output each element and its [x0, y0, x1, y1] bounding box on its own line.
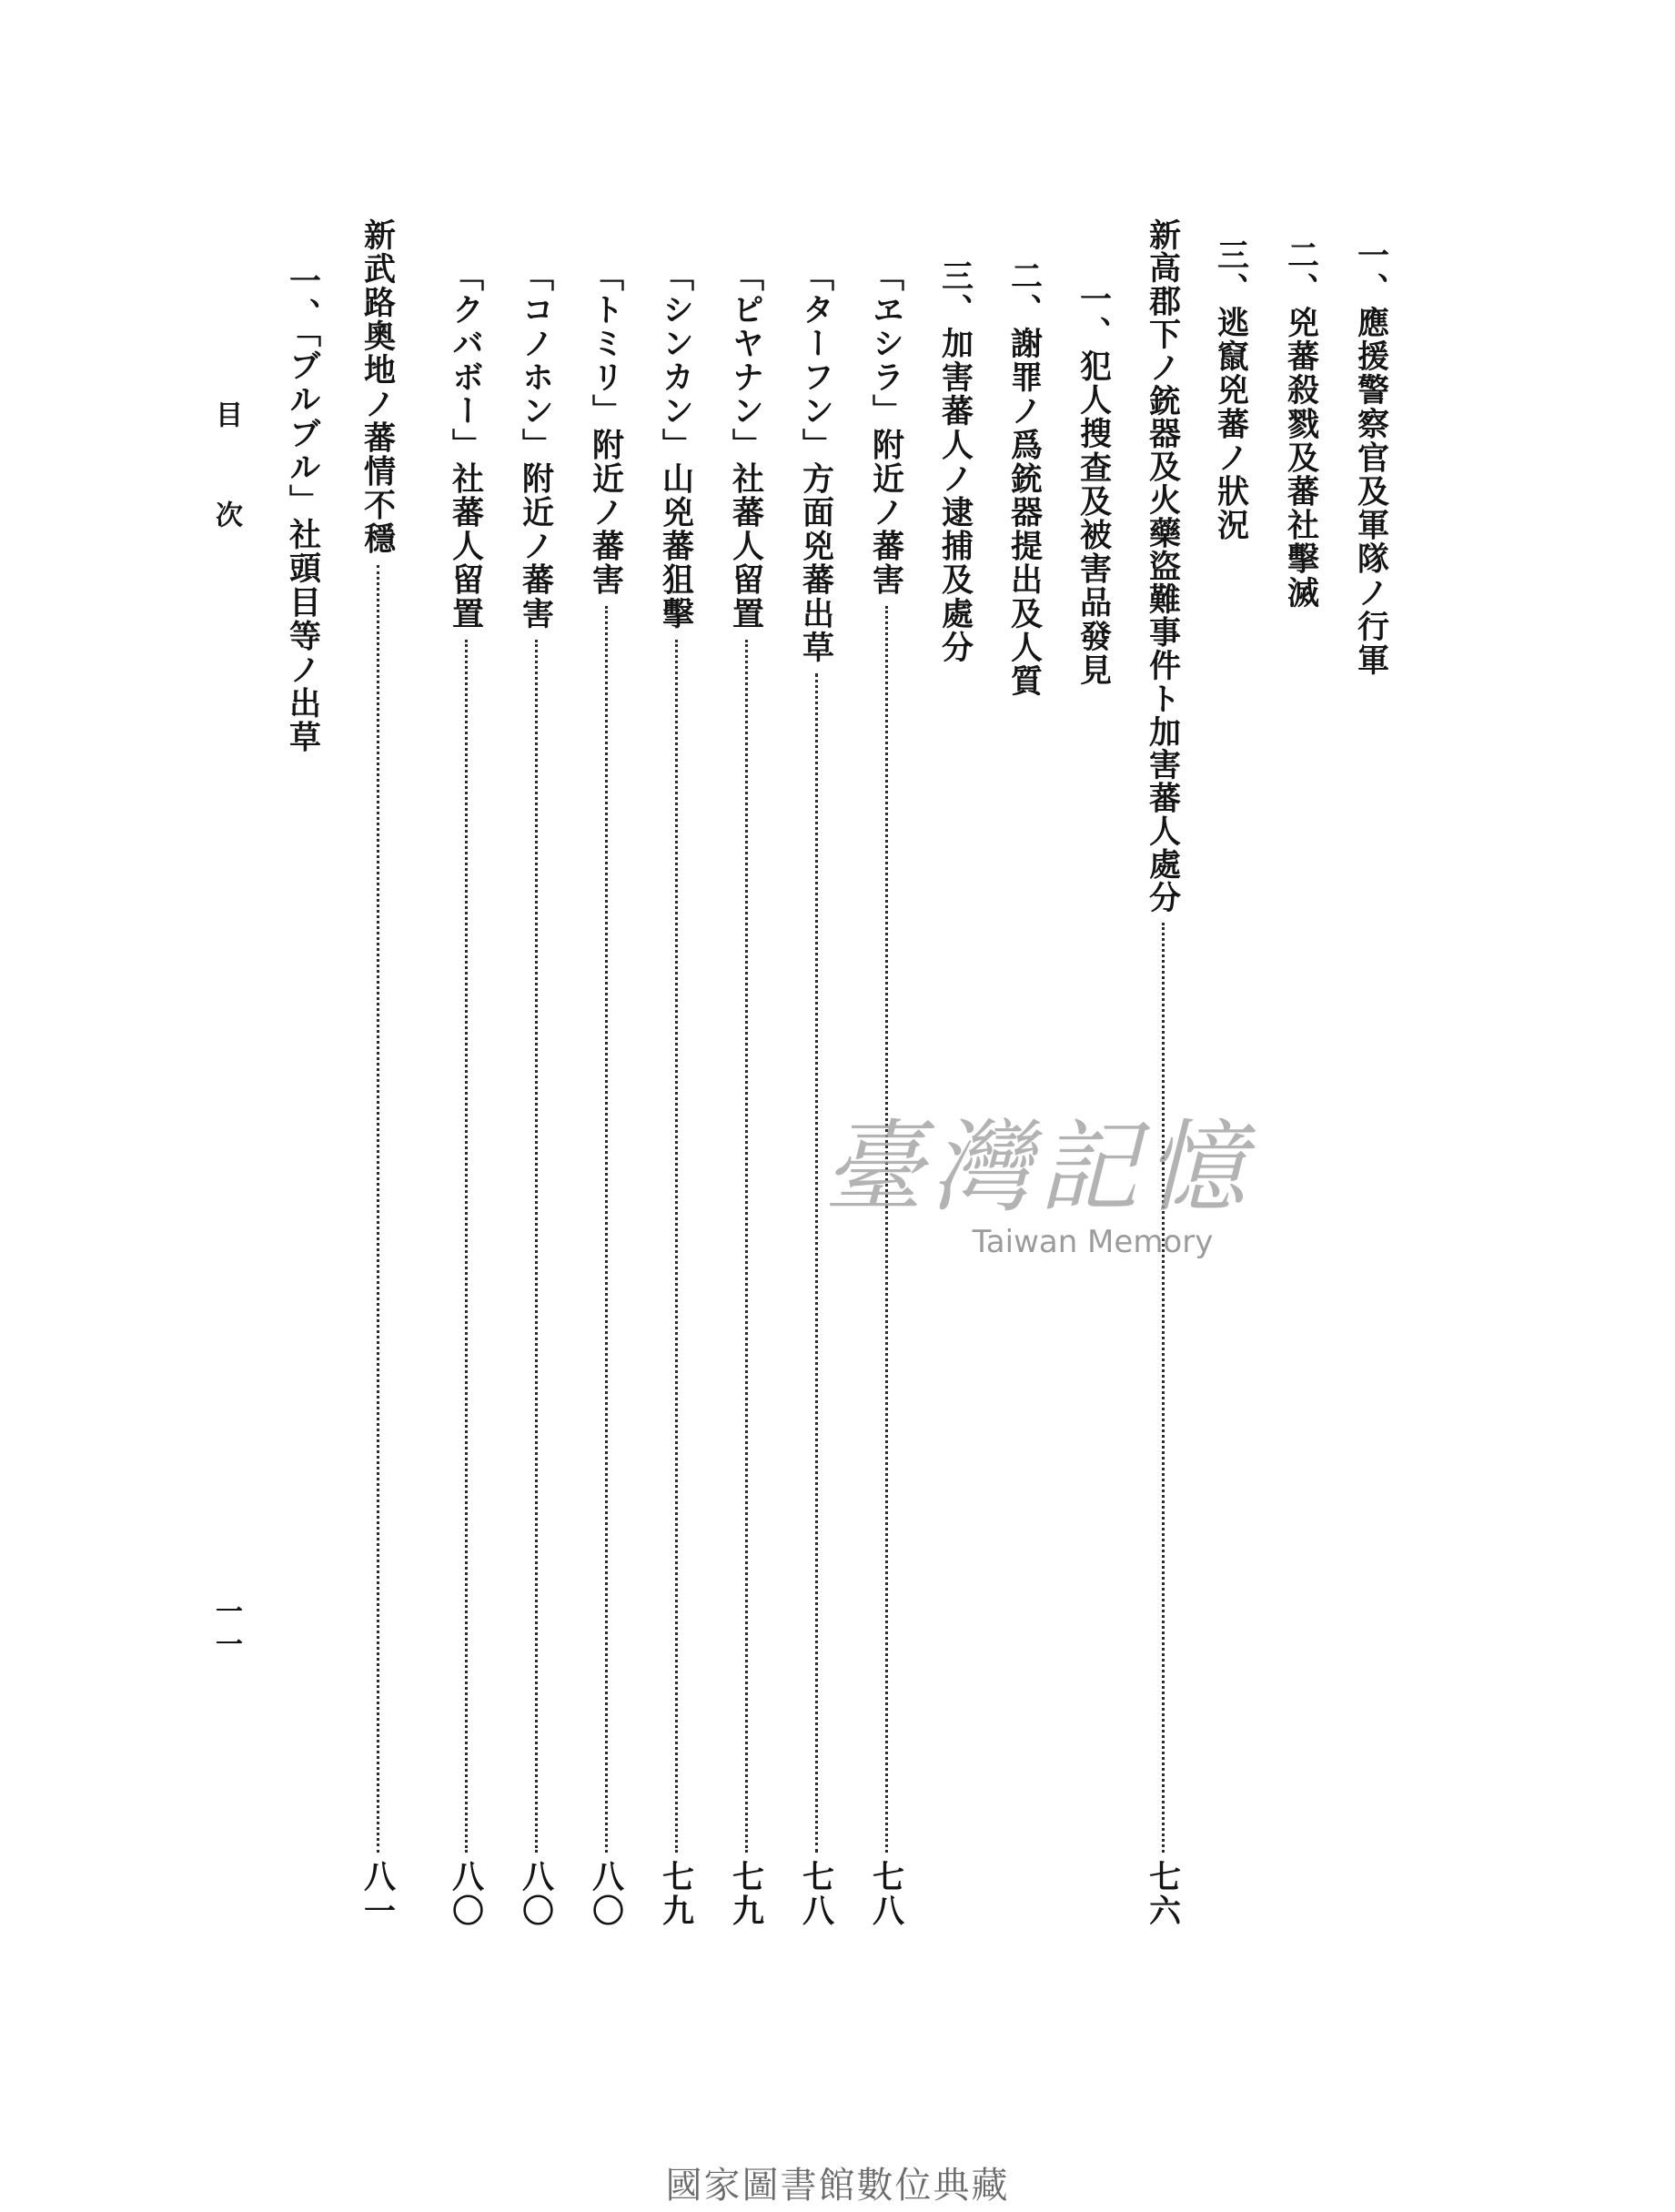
toc-entry-page: 七六 — [1144, 1860, 1182, 1929]
dot-leader — [605, 606, 608, 1853]
toc-entry-page: 七九 — [657, 1860, 695, 1929]
toc-entry-title: 「クバボー」社蕃人留置 — [447, 259, 485, 631]
toc-entry-title: 「ヱシラ」附近ノ蕃害 — [867, 259, 905, 597]
footer-credit: 國家圖書館數位典藏 — [665, 2165, 1010, 2207]
watermark-logo-text: 臺灣記憶 — [823, 1109, 1253, 1226]
toc-entry-title: 二、謝罪ノ爲銃器提出及人質 — [1005, 259, 1044, 699]
dot-leader — [1162, 923, 1165, 1853]
toc-entry-title: 一、應援警察官及軍隊ノ行軍 — [1352, 238, 1390, 678]
dot-leader — [675, 640, 678, 1853]
toc-entry-title: 「コノホン」附近ノ蕃害 — [517, 259, 555, 631]
toc-entry-12 — [588, 259, 624, 1929]
toc-entry-title: 一、犯人搜查及被害品發見 — [1075, 282, 1113, 688]
toc-entry-5 — [1075, 282, 1113, 688]
toc-entry-4 — [1145, 218, 1181, 1929]
watermark — [823, 1087, 1253, 1260]
toc-entry-16 — [285, 264, 321, 773]
toc-entry-15 — [359, 218, 396, 1929]
toc-entry-10 — [728, 259, 764, 1929]
toc-entry-title: 「シンカン」山兇蕃狙擊 — [657, 259, 695, 631]
toc-entry-title: 一、「ブルブル」社頭目等ノ出草 — [284, 264, 322, 754]
toc-entry-2 — [1283, 238, 1319, 657]
toc-entry-page: 七八 — [797, 1860, 835, 1929]
toc-entry-title: 新武路奧地ノ蕃情不穩 — [358, 218, 397, 556]
toc-entry-13 — [518, 259, 554, 1929]
toc-entry-1 — [1353, 238, 1389, 712]
toc-entry-page: 七八 — [867, 1860, 905, 1929]
toc-entry-title: 三、逃竄兇蕃ノ狀況 — [1212, 238, 1250, 542]
toc-entry-page: 八一 — [358, 1860, 397, 1929]
toc-entry-page: 八〇 — [587, 1860, 625, 1929]
toc-entry-6 — [1005, 259, 1044, 699]
toc-entry-page: 八〇 — [447, 1860, 485, 1929]
toc-entry-title: 「ターフン」方面兇蕃出草 — [797, 259, 835, 665]
dot-leader — [465, 640, 468, 1853]
dot-leader — [377, 565, 379, 1853]
watermark-subtitle: Taiwan Memory — [972, 1224, 1214, 1260]
toc-entry-page: 八〇 — [517, 1860, 555, 1929]
dot-leader — [535, 640, 538, 1853]
toc-entry-title: 「トミリ」附近ノ蕃害 — [587, 259, 625, 597]
toc-entry-title: 新高郡下ノ銃器及火藥盜難事件ト加害蕃人處分 — [1144, 218, 1182, 914]
running-head: 目次 — [210, 400, 242, 601]
toc-entry-title: 三、加害蕃人ノ逮捕及處分 — [936, 259, 974, 665]
toc-entry-page: 七九 — [727, 1860, 765, 1929]
toc-entry-title: 二、兇蕃殺戮及蕃社擊滅 — [1282, 238, 1320, 611]
toc-entry-title: 「ピヤナン」社蕃人留置 — [727, 259, 765, 631]
toc-entry-3 — [1213, 238, 1249, 566]
dot-leader — [815, 673, 818, 1853]
dot-leader — [745, 640, 748, 1853]
toc-entry-7 — [937, 259, 974, 696]
page-number: 一一 — [210, 1597, 242, 1662]
toc-entry-11 — [658, 259, 694, 1929]
toc-entry-14 — [448, 259, 484, 1929]
